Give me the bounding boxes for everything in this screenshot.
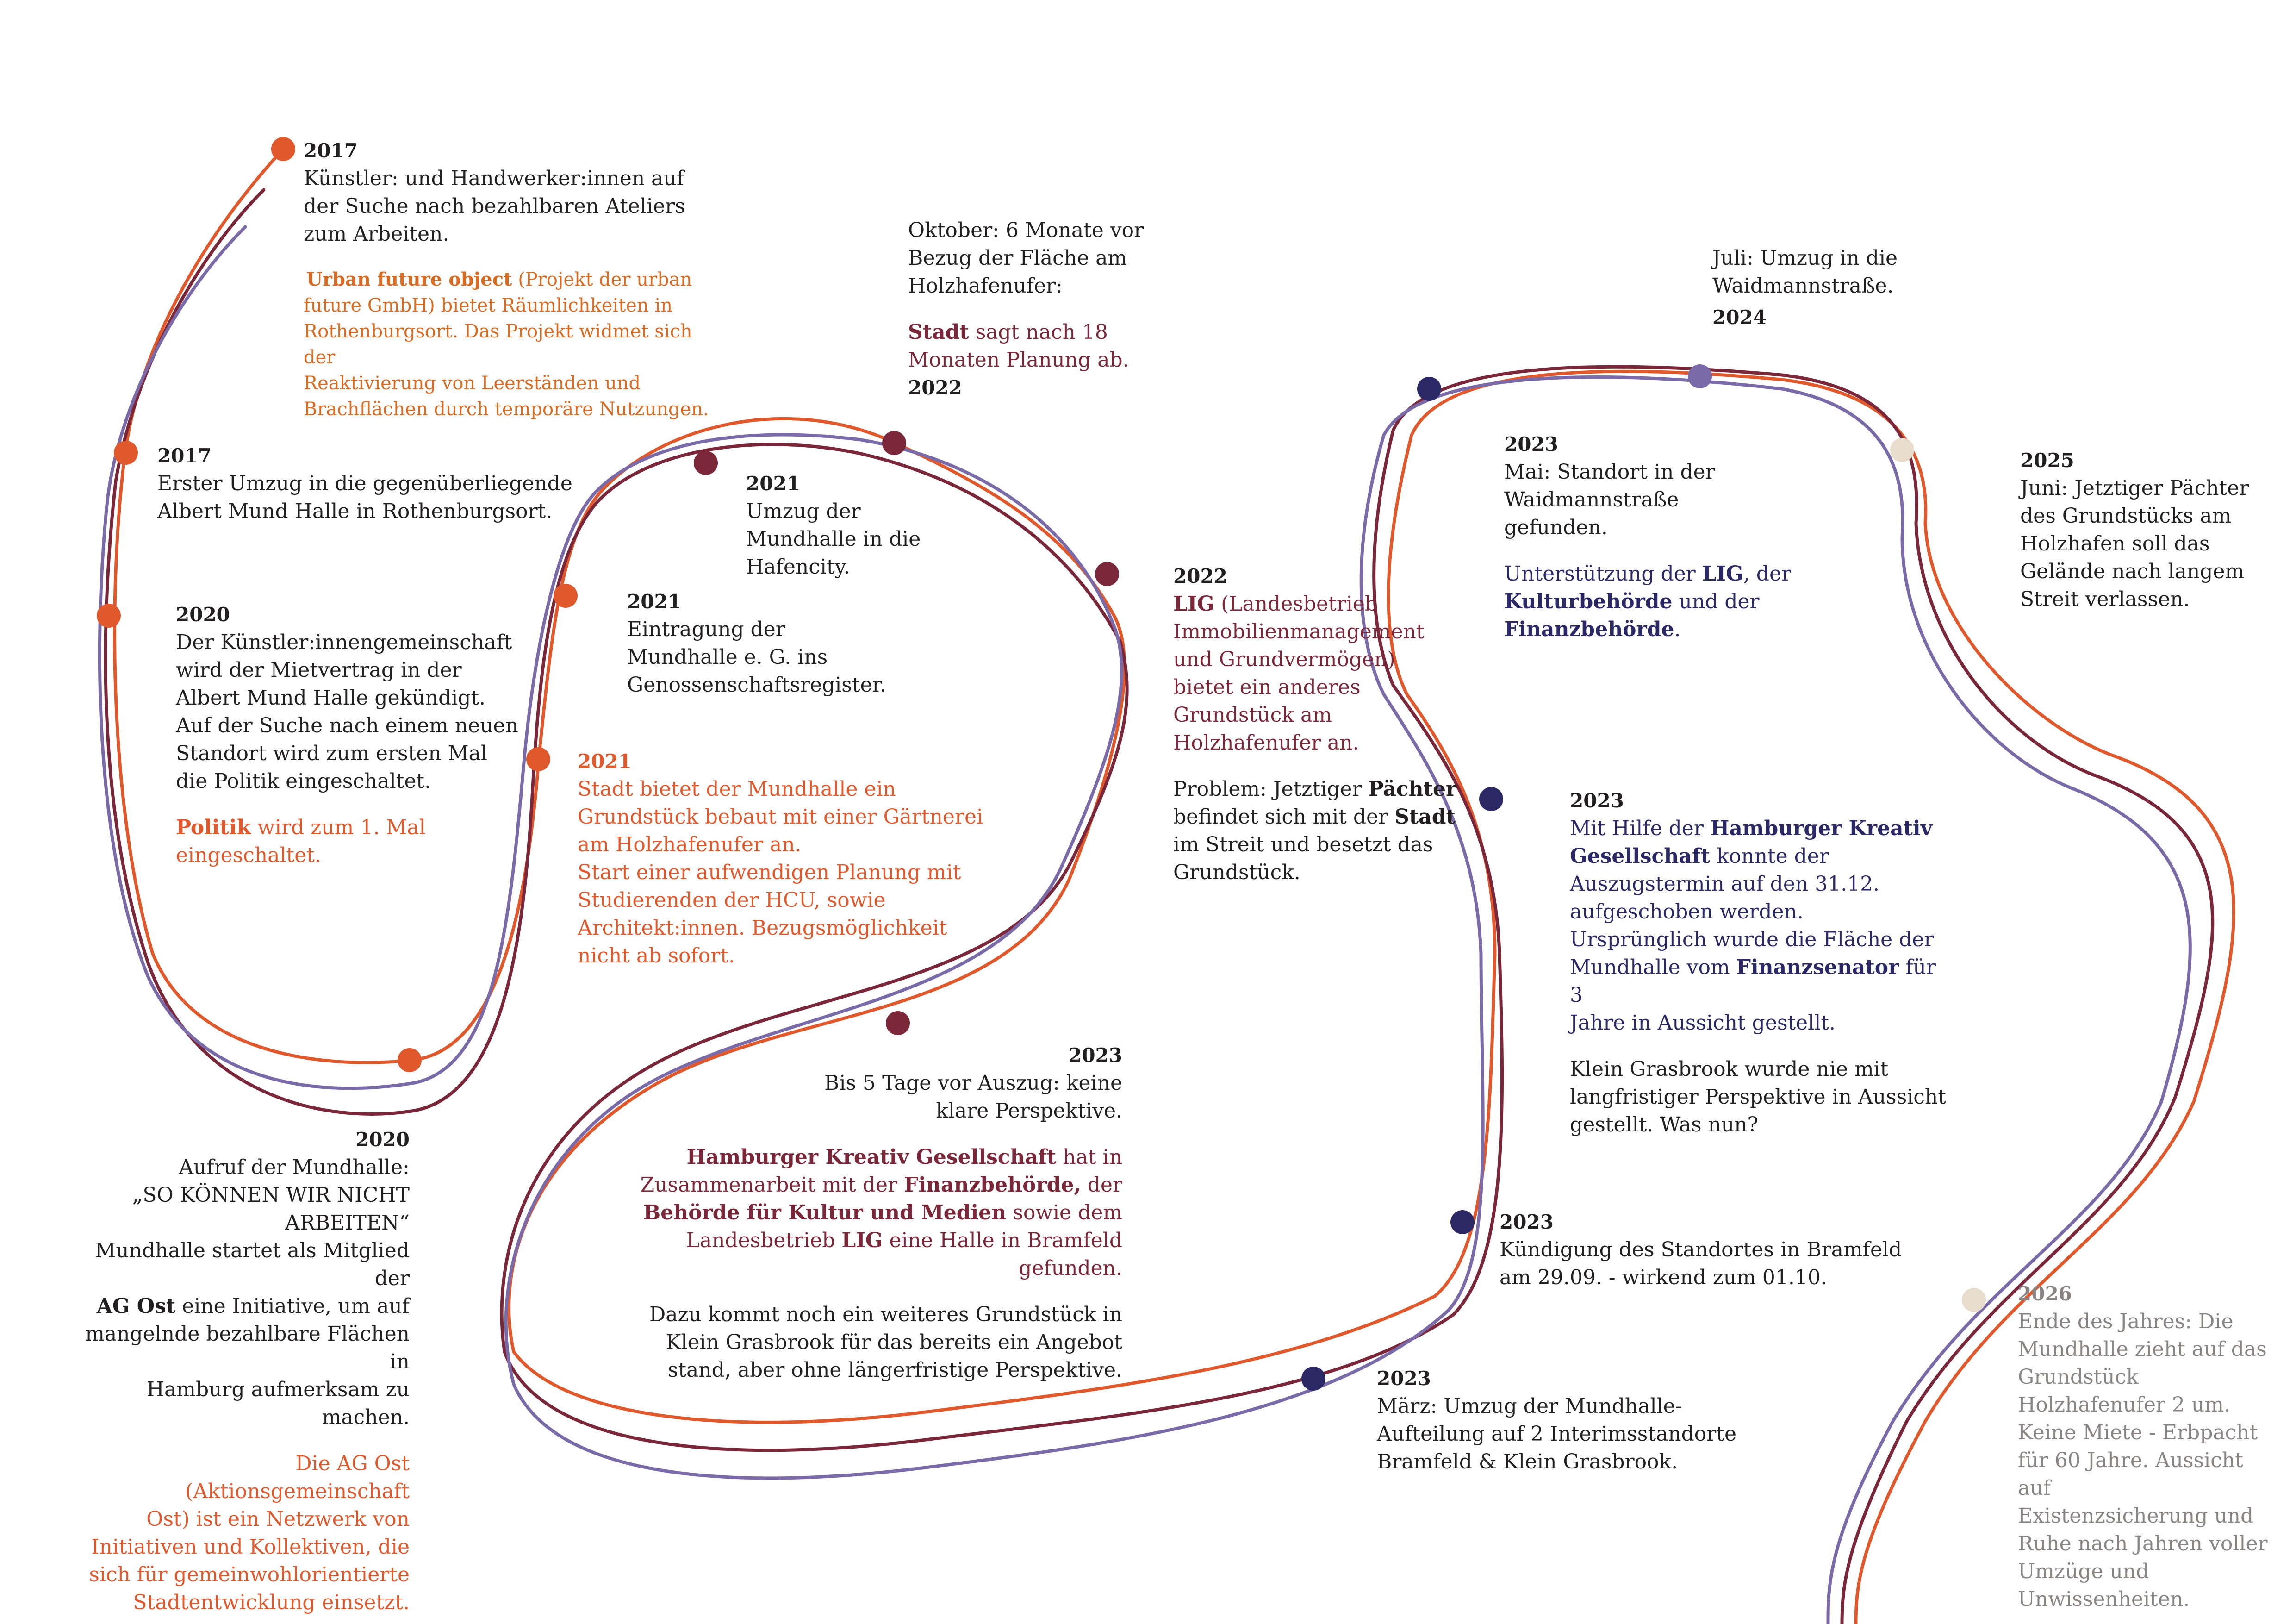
note-text: für 3 [1570,956,1936,1007]
event-text: des Grundstücks am [2020,504,2232,528]
note-text: Initiativen und Kollektiven, die [91,1535,410,1559]
note-text: Auszugstermin auf den 31.12. [1570,872,1880,896]
highlight: Finanzbehörde [1504,618,1674,641]
marker-2017-umzug [114,441,138,465]
event-text: Bezug der Fläche am [908,246,1127,270]
event-year: 2024 [1712,306,1767,329]
aufschub-note [1570,815,1949,1037]
event-text: Grundstück. [1173,861,1300,884]
event-text: nicht ab sofort. [578,944,735,968]
event-year: 2023 [1504,433,1558,456]
highlight: Gesellschaft [1570,844,1711,868]
event-text: Oktober: 6 Monate vor [908,219,1144,242]
event-text: zum Arbeiten. [304,222,449,246]
event-text: Gelände nach langem [2020,560,2245,583]
event-text: Klein Grasbrook für das bereits ein Angebot [666,1330,1122,1354]
note-text: Rothenburgsort. Das Projekt widmet sich der [304,321,692,368]
event-year: 2023 [1068,1044,1122,1067]
event-2017-umzug [157,442,574,525]
marker-2023-aufschub [1479,787,1503,811]
highlight: Finanzsenator [1736,956,1899,979]
event-text: die Politik eingeschaltet. [176,769,431,793]
event-text: Albert Mund Halle gekündigt. [176,686,486,710]
event-text: stand, aber ohne längerfristige Perspektive. [667,1358,1122,1382]
event-text: Mundhalle zieht auf das [2018,1337,2267,1361]
event-2021-stadt [578,748,994,970]
event-text: Waidmannstraße [1504,488,1679,512]
event-year: 2020 [176,603,230,626]
event-text: wird der Mietvertrag in der [176,658,462,682]
note-text: future GmbH) bietet Räumlichkeiten in [304,295,673,316]
note-text: Zusammenarbeit mit der [640,1173,904,1197]
event-text: Existenzsicherung und [2018,1504,2254,1528]
event-text: Problem: Jetztiger [1173,777,1369,801]
note-text: Brachflächen durch temporäre Nutzungen. [304,399,709,420]
note-text: . [1674,618,1681,641]
event-text: Mundhalle in die [746,527,921,551]
event-text: Kündigung des Standortes in Bramfeld [1500,1238,1902,1262]
marker-2023-bramfeld-halle [886,1011,910,1035]
event-text: Streit verlassen. [2020,587,2190,611]
event-text: Umzüge und [2018,1560,2149,1583]
highlight: Politik [176,816,251,839]
event-2023-waidmann [1504,431,1828,643]
note-text: Ursprünglich wurde die Fläche der [1570,928,1934,951]
event-text: im Streit und besetzt das [1173,833,1433,856]
note-text: hat in [1056,1145,1122,1169]
event-2021-genossenschaft [627,588,905,699]
event-text: Klein Grasbrook wurde nie mit [1570,1057,1889,1081]
note-text: (Landesbetrieb [1214,592,1378,616]
highlight: Pächter [1368,777,1457,801]
event-2017-start [304,137,720,422]
event-year: 2017 [157,444,212,467]
stadt-note [908,319,1186,374]
note-text: sagt nach 18 [969,320,1108,344]
highlight: Urban future object [306,269,512,290]
event-text: März: Umzug der Mundhalle- [1377,1394,1682,1418]
event-year: 2022 [1173,565,1227,587]
highlight: LIG [1702,562,1743,586]
event-text: Mundhalle startet als Mitglied der [95,1239,410,1290]
event-year: 2021 [627,590,681,613]
event-2022-lig [1173,562,1460,887]
highlight: Hamburger Kreativ [1710,817,1933,840]
event-text: Unwissenheiten. [2018,1587,2190,1611]
event-text: eine Initiative, um auf [175,1294,410,1318]
event-text: Aufteilung auf 2 Interimsstandorte [1377,1422,1737,1446]
marker-2023-maerz [1301,1367,1325,1391]
event-text: Juli: Umzug in die [1712,246,1898,270]
event-text: klare Perspektive. [936,1099,1122,1123]
politik-note [176,814,546,869]
note-text: konnte der [1710,844,1829,868]
event-text: Start einer aufwendigen Planung mit [578,861,961,884]
event-year: 2022 [908,376,962,399]
highlight: LIG [1173,592,1215,616]
event-text: Bramfeld & Klein Grasbrook. [1377,1450,1678,1474]
event-year: 2020 [355,1128,410,1151]
unterstuetzung-note [1504,560,1828,643]
event-text: Aufruf der Mundhalle: [179,1156,410,1179]
note-text: sowie dem [1006,1201,1122,1224]
event-text: Umzug der [746,500,861,523]
highlight: LIG [841,1229,883,1252]
marker-2026 [1962,1288,1986,1312]
event-year: 2023 [1570,789,1624,812]
kreativ-gesellschaft-note [602,1143,1122,1282]
highlight: AG Ost [96,1294,176,1318]
event-2020-aufruf [69,1126,410,1617]
event-text: Der Künstler:innengemeinschaft [176,631,512,654]
event-text: Albert Mund Halle in Rothenburgsort. [157,500,553,523]
marker-2020-kuendigung [97,604,121,628]
event-text: Mai: Standort in der [1504,460,1715,484]
event-2020-kuendigung [176,601,546,869]
event-text: Stadt bietet der Mundhalle ein [578,777,896,801]
note-text: (Projekt der urban [512,269,692,290]
note-text: , der [1743,562,1792,586]
note-text: Immobilienmanagement [1173,620,1425,643]
event-text: Juni: Jetztiger Pächter [2020,476,2249,500]
event-text: Dazu kommt noch ein weiteres Grundstück in [649,1303,1122,1326]
highlight: Behörde für Kultur und Medien [643,1201,1007,1224]
event-2023-kuendigung [1500,1208,1916,1292]
note-text: Reaktivierung von Leerständen und [304,373,641,394]
lig-note [1173,590,1460,757]
event-text: langfristiger Perspektive in Aussicht [1570,1085,1946,1109]
event-text: Grundstück [2018,1365,2139,1389]
event-text: Eintragung der [627,618,785,641]
event-text: Standort wird zum ersten Mal [176,742,487,765]
highlight: Stadt [908,320,969,344]
note-text: und der [1672,590,1760,613]
event-text: Auf der Suche nach einem neuen [176,714,518,737]
event-text: am Holzhafenufer an. [578,833,802,856]
marker-2023-kuendigung [1450,1210,1475,1234]
event-text: Keine Miete - Erbpacht [2018,1421,2258,1444]
note-text: Ost) ist ein Netzwerk von [146,1507,410,1531]
note-text: Stadtentwicklung einsetzt. [133,1591,410,1614]
event-text: gestellt. Was nun? [1570,1113,1759,1137]
note-text: gefunden. [1019,1256,1122,1280]
event-2026 [2018,1280,2277,1613]
event-text: Studierenden der HCU, sowie [578,888,886,912]
event-2022-absage [908,217,1186,402]
event-text: Waidmannstraße. [1712,274,1894,298]
marker-2024-umzug [1688,364,1712,388]
note-text: Landesbetrieb [686,1229,842,1252]
highlight: Hamburger Kreativ Gesellschaft [686,1145,1057,1169]
event-text: Holzhafen soll das [2020,532,2210,556]
event-text: für 60 Jahre. Aussicht auf [2018,1449,2243,1500]
urban-future-note [304,267,720,422]
event-text: „SO KÖNNEN WIR NICHT [132,1183,410,1207]
event-text: Architekt:innen. Bezugsmöglichkeit [578,916,947,940]
note-text: Mundhalle vom [1570,956,1736,979]
event-2023-aufschub [1570,787,1949,1139]
event-text: mangelnde bezahlbare Flächen in [85,1322,410,1374]
note-text: Grundstück am [1173,703,1332,727]
note-text: bietet ein anderes [1173,675,1361,699]
event-year: 2023 [1377,1367,1431,1390]
highlight: Stadt [1394,805,1456,829]
note-text: wird zum 1. Mal [251,816,426,839]
event-text: Holzhafenufer: [908,274,1063,298]
event-text: der Suche nach bezahlbaren Ateliers [304,194,685,218]
event-text: befindet sich mit der [1173,805,1395,829]
note-text: Mit Hilfe der [1570,817,1710,840]
event-2024 [1712,244,1944,331]
event-year: 2021 [746,472,800,495]
marker-2022-lig [1095,562,1119,586]
event-year: 2017 [304,139,358,162]
marker-2021-genossenschaft [554,584,578,608]
marker-2021-hafencity [694,451,718,475]
highlight: Finanzbehörde, [903,1173,1081,1197]
note-text: eingeschaltet. [176,843,321,867]
event-text: Bis 5 Tage vor Auszug: keine [824,1071,1122,1095]
highlight: Kulturbehörde [1504,590,1673,613]
event-year: 2026 [2018,1282,2072,1305]
marker-2025 [1890,438,1914,462]
event-year: 2021 [578,750,632,773]
event-text: ARBEITEN“ [285,1211,410,1235]
event-text: gefunden. [1504,516,1608,539]
event-text: am 29.09. - wirkend zum 01.10. [1500,1266,1827,1289]
event-text: Ende des Jahres: Die [2018,1310,2234,1333]
marker-2023-waidmann [1417,377,1441,401]
event-text: Grundstück bebaut mit einer Gärtnerei [578,805,983,829]
marker-2017-start [271,137,295,161]
event-2023-maerz [1377,1365,1793,1476]
note-text: Unterstützung der [1504,562,1702,586]
event-text: Mundhalle e. G. ins [627,645,828,669]
event-text: Holzhafenufer 2 um. [2018,1393,2231,1417]
note-text: Monaten Planung ab. [908,348,1129,372]
event-2025 [2020,447,2252,613]
event-2023-bramfeld-halle [602,1042,1122,1384]
ag-ost-note [69,1450,410,1617]
note-text: Holzhafenufer an. [1173,731,1359,755]
note-text: der [1081,1173,1122,1197]
note-text: und Grundvermögen) [1173,648,1395,671]
event-text: Hamburg aufmerksam zu machen. [146,1378,410,1429]
note-text: sich für gemeinwohlorientierte [89,1563,410,1587]
note-text: Jahre in Aussicht gestellt. [1570,1011,1836,1035]
event-text: Erster Umzug in die gegenüberliegende [157,472,572,495]
event-text: Genossenschaftsregister. [627,673,886,697]
note-text: aufgeschoben werden. [1570,900,1804,924]
event-text: Künstler: und Handwerker:innen auf [304,167,684,190]
marker-2022-absage [882,431,906,455]
note-text: Die AG Ost (Aktionsgemeinschaft [185,1452,410,1503]
note-text: eine Halle in Bramfeld [883,1229,1122,1252]
marker-2020-aufruf [398,1048,422,1072]
event-text: Hafencity. [746,555,850,579]
event-year: 2025 [2020,449,2074,472]
event-year: 2023 [1500,1211,1554,1233]
event-text: Ruhe nach Jahren voller [2018,1532,2268,1555]
event-2021-hafencity [746,470,977,581]
